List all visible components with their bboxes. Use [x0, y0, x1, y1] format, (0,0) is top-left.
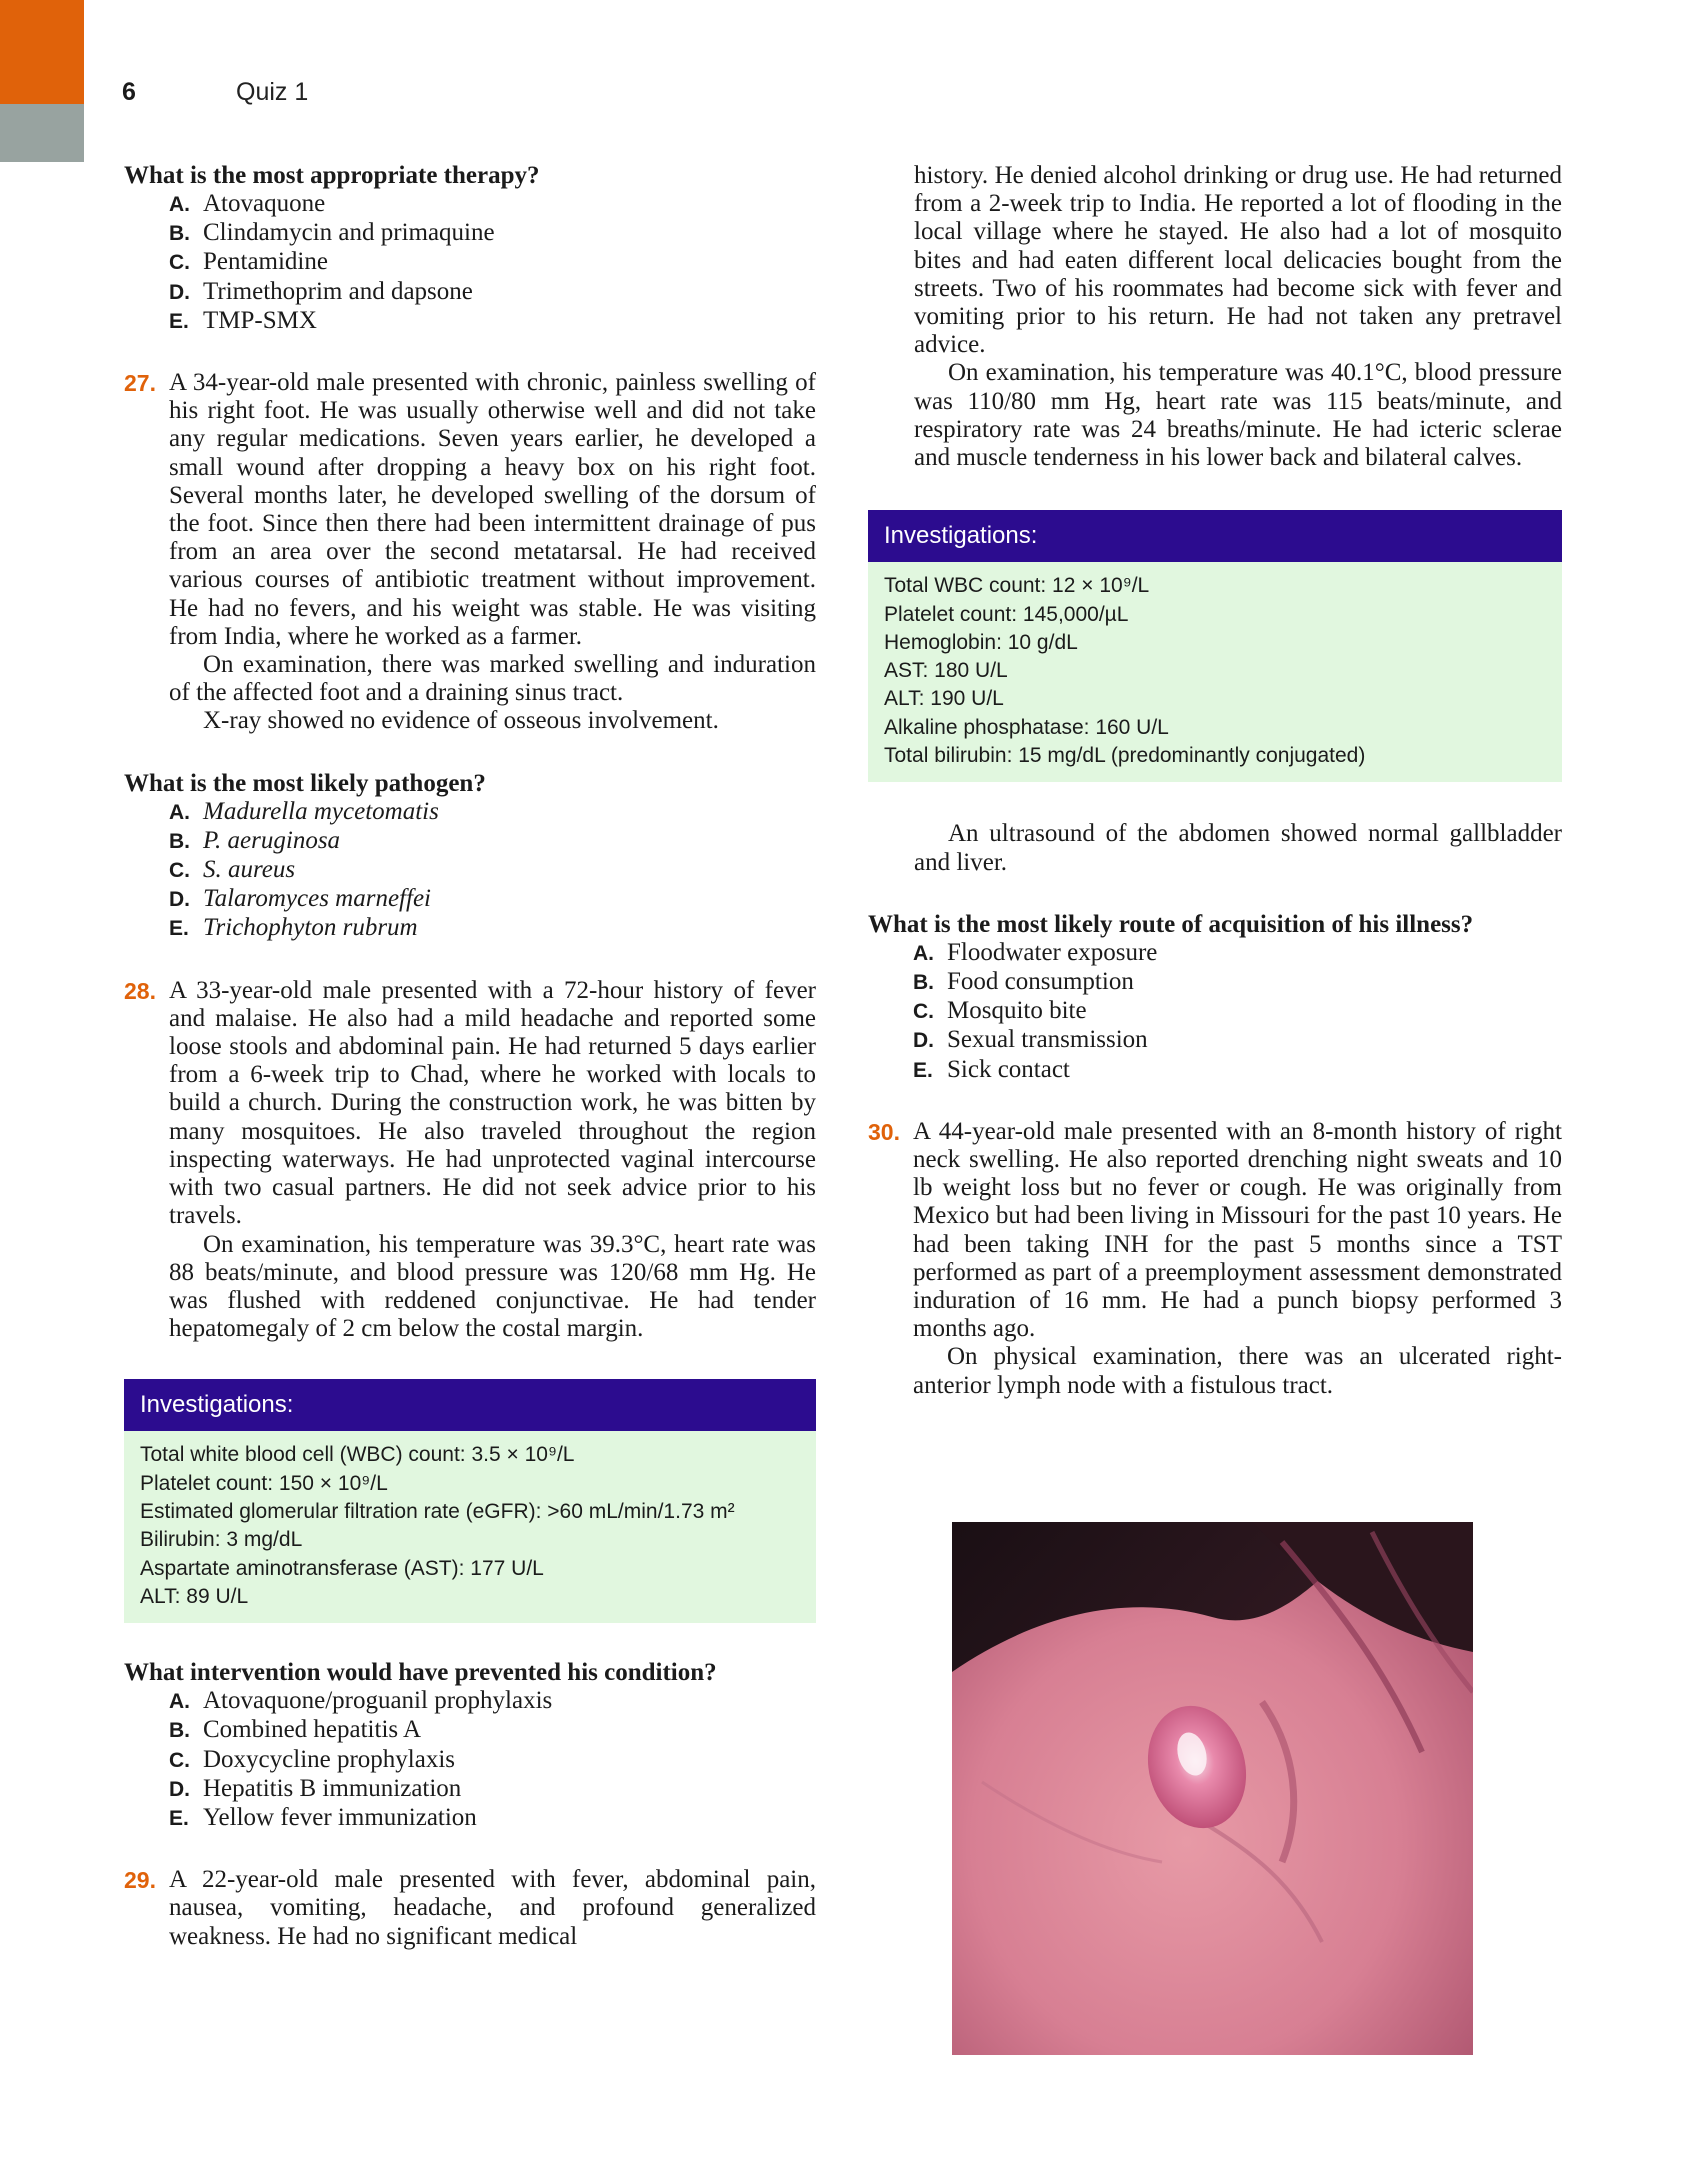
- q29-history-continued: history. He denied alcohol drinking or drug use. He had returned from a 2-week trip to India. He reported a lot of flooding in the local village where he stayed. He also had a lot of mosquito bites and had eaten different local delicacies bought from the streets. Two of his roommates had become sick with fever and vomiting prior to his return. He had not taken any pretravel advice.: [914, 162, 1562, 359]
- q28-option-b[interactable]: B. Combined hepatitis A: [169, 1716, 422, 1744]
- section-tab-orange: [0, 0, 84, 104]
- q29-inv-line: Platelet count: 145,000/µL: [884, 602, 1129, 626]
- q29-inv-line: Hemoglobin: 10 g/dL: [884, 630, 1078, 654]
- section-tab-gray: [0, 104, 84, 162]
- q30-number: 30.: [868, 1118, 900, 1145]
- q28-investigations-title: Investigations:: [124, 1379, 816, 1431]
- q29-ultrasound: An ultrasound of the abdomen showed normal gallbladder and liver.: [914, 820, 1562, 876]
- q27-case: [124, 369, 816, 736]
- q30-history: A 44-year-old male presented with an 8-month history of right neck swelling. He also reported drenching night sweats and 10 lb weight loss but no fever or cough. He was originally from Mexico but had been living in Missouri for the past 10 years. He had been taking INH for the past 5 months since a TST performed as part of a preemployment assessment demonstrated induration of 16 mm. He had a punch biopsy performed 3 months ago.: [913, 1117, 1562, 1343]
- q26-question: What is the most appropriate therapy?: [124, 162, 540, 189]
- q28-exam: On examination, his temperature was 39.3°C, heart rate was 88 beats/minute, and blood pressure was 120/68 mm Hg. He was flushed with reddened conjunctivae. He had tender hepatomegaly of 2 cm below the costal margin.: [169, 1230, 816, 1343]
- q28-inv-line: Aspartate aminotransferase (AST): 177 U/L: [140, 1556, 544, 1580]
- q28-case: [124, 977, 816, 1344]
- q28-inv-line: ALT: 89 U/L: [140, 1584, 249, 1608]
- q29-inv-line: Total bilirubin: 15 mg/dL (predominantly conjugated): [884, 744, 1366, 768]
- q29-case-start: [124, 1866, 816, 1951]
- q27-number: 27.: [124, 370, 156, 397]
- q29-exam: On examination, his temperature was 40.1°C, blood pressure was 110/80 mm Hg, heart rate was 115 beats/minute, and respiratory rate was 24 breaths/minute. He had icteric sclerae and muscle tenderness in his lower back and bilateral calves.: [914, 359, 1562, 472]
- q28-option-d[interactable]: D. Hepatitis B immunization: [169, 1774, 462, 1802]
- q26-options: [169, 190, 816, 336]
- q29-investigations-title: Investigations:: [868, 510, 1562, 562]
- q28-history: A 33-year-old male presented with a 72-hour history of fever and malaise. He also had a mild headache and reported some loose stools and abdominal pain. He had returned 5 days earlier from a 6-week trip to Chad, where he worked with locals to build a church. During the construction work, he was bitten by many mosquitoes. He also traveled throughout the region inspecting waterways. He had unprotected vaginal intercourse with two casual partners. He did not seek advice prior to his travels.: [169, 976, 816, 1230]
- q29-case-continued: [868, 162, 1562, 472]
- left-column: [124, 162, 816, 1951]
- neck-lesion-illustration: [952, 1522, 1473, 2055]
- q28-investigations-body: [124, 1431, 816, 1623]
- right-column: [868, 162, 1562, 1400]
- q28-investigations: [124, 1379, 816, 1623]
- q29-option-e[interactable]: E. Sick contact: [913, 1055, 1070, 1083]
- q29-option-a[interactable]: A. Floodwater exposure: [913, 938, 1158, 966]
- q29-options: [913, 939, 1562, 1085]
- q27-option-b[interactable]: B. P. aeruginosa: [169, 826, 341, 854]
- q29-number: 29.: [124, 1867, 156, 1894]
- neck-lesion-photo: [952, 1522, 1473, 2055]
- q28-inv-line: Estimated glomerular filtration rate (eGFR): >60 mL/min/1.73 m²: [140, 1499, 735, 1523]
- q29-inv-line: ALT: 190 U/L: [884, 687, 1004, 711]
- q27-options: [169, 798, 816, 944]
- q29-ultrasound-block: [868, 820, 1562, 876]
- q29-option-c[interactable]: C. Mosquito bite: [913, 997, 1087, 1025]
- q27-question: What is the most likely pathogen?: [124, 769, 486, 797]
- q29-investigations-body: [868, 562, 1562, 782]
- q29-option-d[interactable]: D. Sexual transmission: [913, 1026, 1148, 1054]
- q27-exam: On examination, there was marked swelling and induration of the affected foot and a draining sinus tract.: [169, 651, 816, 707]
- q29-inv-line: Alkaline phosphatase: 160 U/L: [884, 715, 1169, 739]
- q28-options: [169, 1687, 816, 1833]
- page-number: 6: [122, 78, 136, 106]
- q30-case: [868, 1118, 1562, 1400]
- q28-option-e[interactable]: E. Yellow fever immunization: [169, 1803, 477, 1831]
- q28-inv-line: Platelet count: 150 × 10⁹/L: [140, 1471, 388, 1495]
- q26-option-e[interactable]: E. TMP-SMX: [169, 306, 317, 334]
- q26-option-a[interactable]: A. Atovaquone: [169, 190, 326, 217]
- q28-question: What intervention would have prevented his condition?: [124, 1659, 717, 1687]
- q26-option-c[interactable]: C. Pentamidine: [169, 248, 328, 276]
- q29-investigations: [868, 510, 1562, 782]
- q27-option-a[interactable]: A. Madurella mycetomatis: [169, 797, 439, 825]
- q29-question: What is the most likely route of acquisition of his illness?: [868, 910, 1474, 938]
- q28-inv-line: Total white blood cell (WBC) count: 3.5 × 10⁹/L: [140, 1443, 575, 1467]
- q27-history: A 34-year-old male presented with chronic, painless swelling of his right foot. He was usually otherwise well and did not take any regular medications. Seven years earlier, he developed a small wound after dropping a heavy box on his right foot. Several months later, he developed swelling of the dorsum of the foot. Since then there had been intermittent drainage of pus from an area over the second metatarsal. He had received various courses of antibiotic treatment without improvement. He had no fevers, and his weight was stable. He was visiting from India, where he worked as a farmer.: [169, 369, 816, 650]
- q29-inv-line: Total WBC count: 12 × 10⁹/L: [884, 574, 1150, 598]
- running-head: Quiz 1: [236, 78, 309, 106]
- q29-intro: A 22-year-old male presented with fever, abdominal pain, nausea, vomiting, headache, and profound generalized weakness. He had no significant medical: [169, 1866, 816, 1950]
- q29-inv-line: AST: 180 U/L: [884, 659, 1008, 683]
- q28-option-a[interactable]: A. Atovaquone/proguanil prophylaxis: [169, 1687, 553, 1715]
- q26-option-d[interactable]: D. Trimethoprim and dapsone: [169, 277, 473, 305]
- q28-number: 28.: [124, 977, 156, 1004]
- q26-option-b[interactable]: B. Clindamycin and primaquine: [169, 219, 495, 247]
- q27-option-e[interactable]: E. Trichophyton rubrum: [169, 914, 418, 942]
- q27-option-d[interactable]: D. Talaromyces marneffei: [169, 885, 431, 913]
- q29-option-b[interactable]: B. Food consumption: [913, 967, 1134, 995]
- q27-xray: X-ray showed no evidence of osseous involvement.: [203, 707, 719, 735]
- q27-option-c[interactable]: C. S. aureus: [169, 856, 296, 884]
- q30-exam: On physical examination, there was an ulcerated right-anterior lymph node with a fistulous tract.: [913, 1343, 1562, 1399]
- q28-inv-line: Bilirubin: 3 mg/dL: [140, 1528, 303, 1552]
- q28-option-c[interactable]: C. Doxycycline prophylaxis: [169, 1745, 456, 1773]
